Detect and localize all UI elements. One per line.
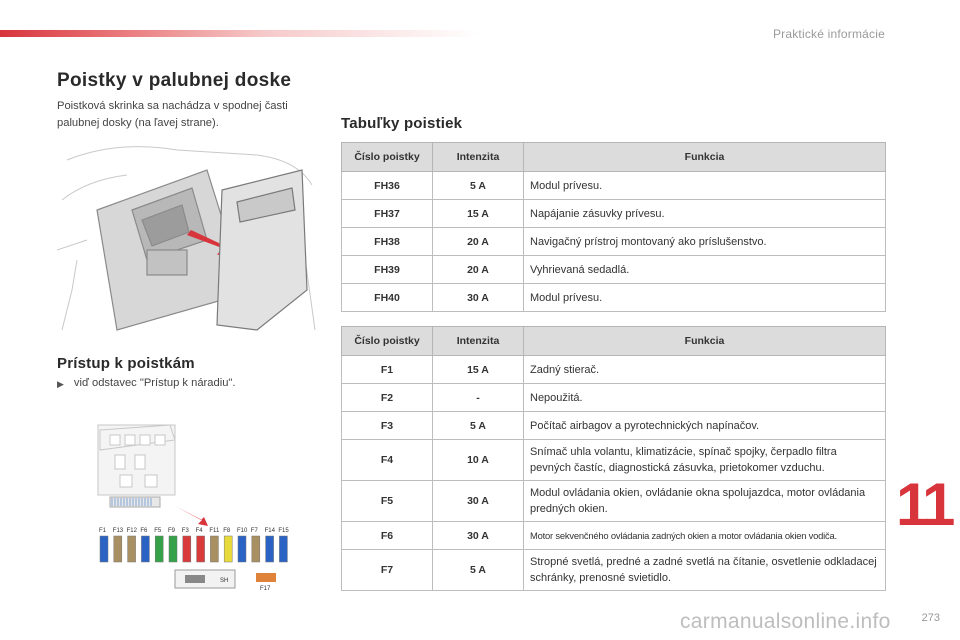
f17-label: F17 bbox=[260, 586, 271, 592]
fuse-rating: 10 A bbox=[433, 440, 524, 481]
fuse-function: Motor sekvenčného ovládania zadných okien a motor ovládania okien vodiča. bbox=[524, 522, 886, 550]
fuse-label: F5 bbox=[154, 528, 162, 534]
fuse-label: F3 bbox=[181, 528, 189, 534]
fuse-number: FH40 bbox=[342, 284, 433, 312]
access-heading: Prístup k poistkám bbox=[57, 355, 195, 372]
fuse-label: F10 bbox=[237, 528, 248, 534]
fuse-function: Zadný stierač. bbox=[524, 356, 886, 384]
tables-heading: Tabuľky poistiek bbox=[341, 115, 463, 132]
fuse-rating: 5 A bbox=[433, 550, 524, 591]
fuse-rating: 20 A bbox=[433, 228, 524, 256]
fuse-function: Napájanie zásuvky prívesu. bbox=[524, 200, 886, 228]
fuse-f4 bbox=[197, 536, 205, 562]
table-row bbox=[342, 172, 886, 200]
fuse-number: F6 bbox=[342, 522, 433, 550]
header-rating: Intenzita bbox=[433, 143, 524, 172]
fuse-f11 bbox=[210, 536, 218, 562]
fuse-function: Modul prívesu. bbox=[524, 172, 886, 200]
fuse-table-2 bbox=[341, 326, 886, 591]
fuse-label: F1 bbox=[99, 528, 107, 534]
table-row bbox=[342, 522, 886, 550]
access-bullet-text: viď odstavec "Prístup k náradiu". bbox=[73, 377, 236, 389]
table-row bbox=[342, 356, 886, 384]
f17-fuse bbox=[256, 573, 276, 582]
table-row bbox=[342, 200, 886, 228]
header-accent-bar bbox=[0, 30, 480, 37]
fuse-f14 bbox=[266, 536, 274, 562]
intro-text: Poistková skrinka sa nachádza v spodnej časti palubnej dosky (na ľavej strane). bbox=[57, 100, 288, 129]
fuse-rating: 5 A bbox=[433, 172, 524, 200]
fuse-number: FH36 bbox=[342, 172, 433, 200]
fuse-number: F3 bbox=[342, 412, 433, 440]
fuse-f15 bbox=[279, 536, 287, 562]
fuse-rating: 5 A bbox=[433, 412, 524, 440]
fuse-label: F14 bbox=[264, 528, 275, 534]
header-rating: Intenzita bbox=[433, 327, 524, 356]
table-row bbox=[342, 228, 886, 256]
fuse-label: F8 bbox=[223, 528, 231, 534]
fuse-label: F11 bbox=[209, 528, 220, 534]
page-number: 273 bbox=[921, 612, 940, 624]
fuse-f5 bbox=[155, 536, 163, 562]
header-function: Funkcia bbox=[524, 143, 886, 172]
fuse-number: F4 bbox=[342, 440, 433, 481]
fuse-label: F6 bbox=[140, 528, 148, 534]
fuse-rating: 30 A bbox=[433, 481, 524, 522]
fuse-layout-diagram bbox=[90, 420, 300, 600]
fuse-number: FH38 bbox=[342, 228, 433, 256]
fuse-function: Počítač airbagov a pyrotechnických napínačov. bbox=[524, 412, 886, 440]
table-header-row bbox=[342, 143, 886, 172]
sh-label: SH bbox=[220, 578, 229, 584]
fuse-rating: 30 A bbox=[433, 284, 524, 312]
fuse-rating: 15 A bbox=[433, 200, 524, 228]
section-title: Praktické informácie bbox=[772, 27, 885, 41]
fuse-f9 bbox=[169, 536, 177, 562]
fuse-label: F13 bbox=[112, 528, 124, 534]
fuse-rating: 15 A bbox=[433, 356, 524, 384]
fuse-label: F9 bbox=[168, 528, 176, 534]
fuse-function: Modul ovládania okien, ovládanie okna spolujazdca, motor ovládania predných okien. bbox=[524, 481, 886, 522]
fuse-number: F1 bbox=[342, 356, 433, 384]
dashboard-illustration bbox=[57, 140, 319, 335]
table-row bbox=[342, 440, 886, 481]
fuse-rating: 30 A bbox=[433, 522, 524, 550]
fuse-number: F2 bbox=[342, 384, 433, 412]
access-bullet bbox=[57, 377, 236, 390]
table-row bbox=[342, 550, 886, 591]
fuse-label: F7 bbox=[250, 528, 258, 534]
fuse-f7 bbox=[252, 536, 260, 562]
fuse-f3 bbox=[183, 536, 191, 562]
fuse-function: Vyhrievaná sedadlá. bbox=[524, 256, 886, 284]
bullet-icon: ▶ bbox=[57, 379, 64, 389]
fuse-f10 bbox=[238, 536, 246, 562]
fuse-label: F12 bbox=[126, 528, 137, 534]
header-function: Funkcia bbox=[524, 327, 886, 356]
table-header-row bbox=[342, 327, 886, 356]
fuse-rating: 20 A bbox=[433, 256, 524, 284]
fuse-number: FH39 bbox=[342, 256, 433, 284]
table-row bbox=[342, 384, 886, 412]
fuse-number: FH37 bbox=[342, 200, 433, 228]
fuse-f13 bbox=[114, 536, 122, 562]
fuse-label: F4 bbox=[195, 528, 203, 534]
fuse-rating: - bbox=[433, 384, 524, 412]
table-row bbox=[342, 412, 886, 440]
fuse-function: Navigačný prístroj montovaný ako príslušenstvo. bbox=[524, 228, 886, 256]
table-row bbox=[342, 284, 886, 312]
fuse-function: Snímač uhla volantu, klimatizácie, spínač spojky, čerpadlo filtra pevných častíc, diagnostická zásuvka, prietokomer vzduchu. bbox=[524, 440, 886, 481]
fuse-number: F5 bbox=[342, 481, 433, 522]
header-number: Číslo poistky bbox=[342, 327, 433, 356]
header-number: Číslo poistky bbox=[342, 143, 433, 172]
fuse-function: Nepoužitá. bbox=[524, 384, 886, 412]
fuse-f8 bbox=[224, 536, 232, 562]
chapter-number: 11 bbox=[896, 471, 952, 538]
fuse-function: Modul prívesu. bbox=[524, 284, 886, 312]
fuse-f12 bbox=[128, 536, 136, 562]
watermark-text: carmanualsonline.info bbox=[680, 610, 891, 633]
fuse-label: F15 bbox=[278, 528, 289, 534]
fuse-table-1 bbox=[341, 142, 886, 312]
fuse-f6 bbox=[141, 536, 149, 562]
table-row bbox=[342, 256, 886, 284]
page-title: Poistky v palubnej doske bbox=[57, 70, 292, 91]
table-row bbox=[342, 481, 886, 522]
fuse-number: F7 bbox=[342, 550, 433, 591]
fuse-function: Stropné svetlá, predné a zadné svetlá na čítanie, osvetlenie odkladacej schránky, prenosné svietidlo. bbox=[524, 550, 886, 591]
fuse-f1 bbox=[100, 536, 108, 562]
